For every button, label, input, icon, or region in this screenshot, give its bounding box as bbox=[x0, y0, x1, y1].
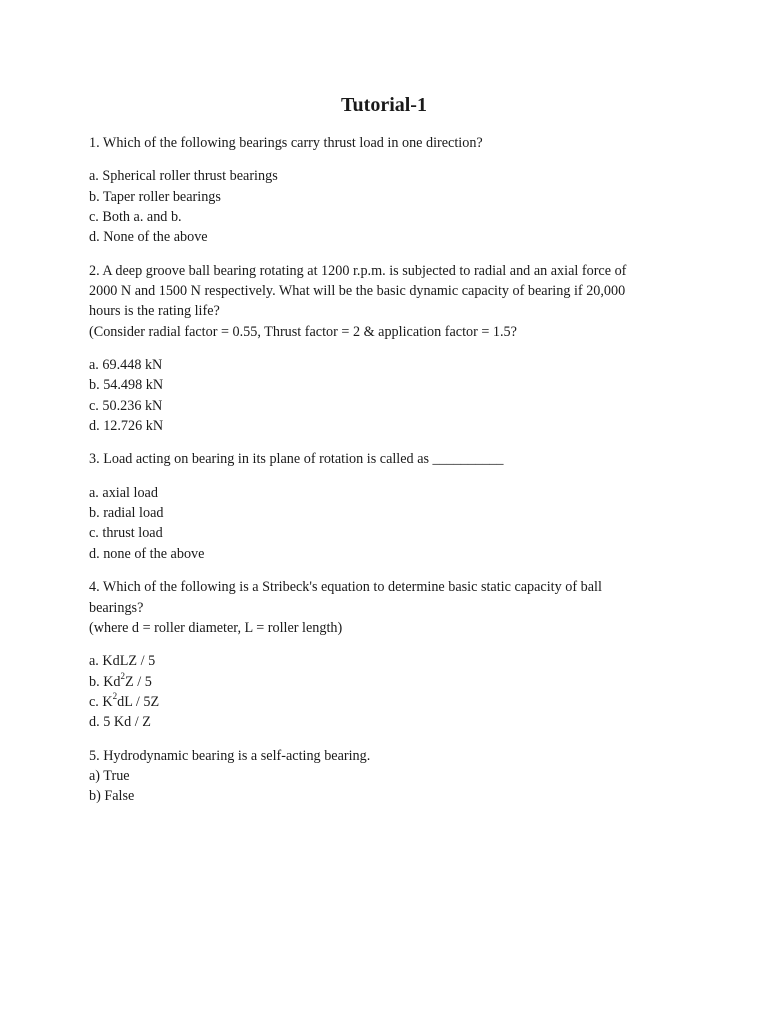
question-2-text-line-3: hours is the rating life? bbox=[89, 303, 220, 320]
question-1-option-d: d. None of the above bbox=[89, 229, 208, 246]
questions-container bbox=[89, 133, 679, 820]
question-4 bbox=[89, 577, 679, 638]
question-4-text-line-1: 4. Which of the following is a Stribeck's equation to determine basic static capacity of ball bbox=[89, 579, 602, 596]
question-2-text-line-1: 2. A deep groove ball bearing rotating at 1200 r.p.m. is subjected to radial and an axial force of bbox=[89, 262, 627, 279]
question-3-option-c: c. thrust load bbox=[89, 525, 163, 542]
question-3-option-a: a. axial load bbox=[89, 484, 158, 501]
question-5 bbox=[89, 746, 679, 807]
question-4-option-b-base: b. Kd bbox=[89, 673, 121, 690]
question-4-text-line-2: bearings? bbox=[89, 599, 144, 616]
question-2-option-c: c. 50.236 kN bbox=[89, 397, 163, 414]
question-5-option-b: b) False bbox=[89, 788, 135, 805]
question-3-option-d: d. none of the above bbox=[89, 545, 205, 562]
question-2 bbox=[89, 261, 679, 343]
question-3-options bbox=[89, 483, 679, 565]
question-4-text-line-3: (where d = roller diameter, L = roller length) bbox=[89, 619, 343, 636]
question-4-option-b-rest: Z / 5 bbox=[125, 673, 152, 690]
question-4-options bbox=[89, 651, 679, 733]
question-4-option-c-base: c. K bbox=[89, 693, 113, 710]
question-1-text: 1. Which of the following bearings carry thrust load in one direction? bbox=[89, 135, 483, 151]
question-2-option-b: b. 54.498 kN bbox=[89, 377, 164, 394]
page-title: Tutorial-1 bbox=[341, 94, 427, 116]
question-1-options bbox=[89, 166, 679, 248]
question-2-text-line-4: (Consider radial factor = 0.55, Thrust factor = 2 & application factor = 1.5? bbox=[89, 323, 517, 340]
question-4-option-b bbox=[89, 672, 679, 692]
question-2-options bbox=[89, 355, 679, 437]
question-5-text: 5. Hydrodynamic bearing is a self-acting bearing. bbox=[89, 747, 371, 764]
question-1-option-a: a. Spherical roller thrust bearings bbox=[89, 168, 278, 185]
question-4-option-c bbox=[89, 692, 679, 712]
question-2-text-line-2: 2000 N and 1500 N respectively. What will be the basic dynamic capacity of bearing if 20,000 bbox=[89, 283, 626, 300]
question-2-option-d: d. 12.726 kN bbox=[89, 418, 164, 435]
question-1-option-c: c. Both a. and b. bbox=[89, 209, 182, 226]
question-3 bbox=[89, 449, 679, 469]
question-1-option-b: b. Taper roller bearings bbox=[89, 188, 221, 205]
question-3-text: 3. Load acting on bearing in its plane of rotation is called as __________ bbox=[89, 451, 504, 468]
question-3-option-b: b. radial load bbox=[89, 505, 164, 522]
question-4-option-b-superscript: 2 bbox=[120, 670, 126, 681]
question-4-option-a: a. KdLZ / 5 bbox=[89, 653, 156, 670]
question-5-option-a: a) True bbox=[89, 767, 130, 784]
question-4-option-c-rest: dL / 5Z bbox=[117, 693, 160, 710]
question-1 bbox=[89, 133, 679, 153]
question-4-option-c-superscript: 2 bbox=[112, 691, 118, 702]
question-2-option-a: a. 69.448 kN bbox=[89, 357, 163, 374]
question-4-option-d: d. 5 Kd / Z bbox=[89, 714, 151, 731]
